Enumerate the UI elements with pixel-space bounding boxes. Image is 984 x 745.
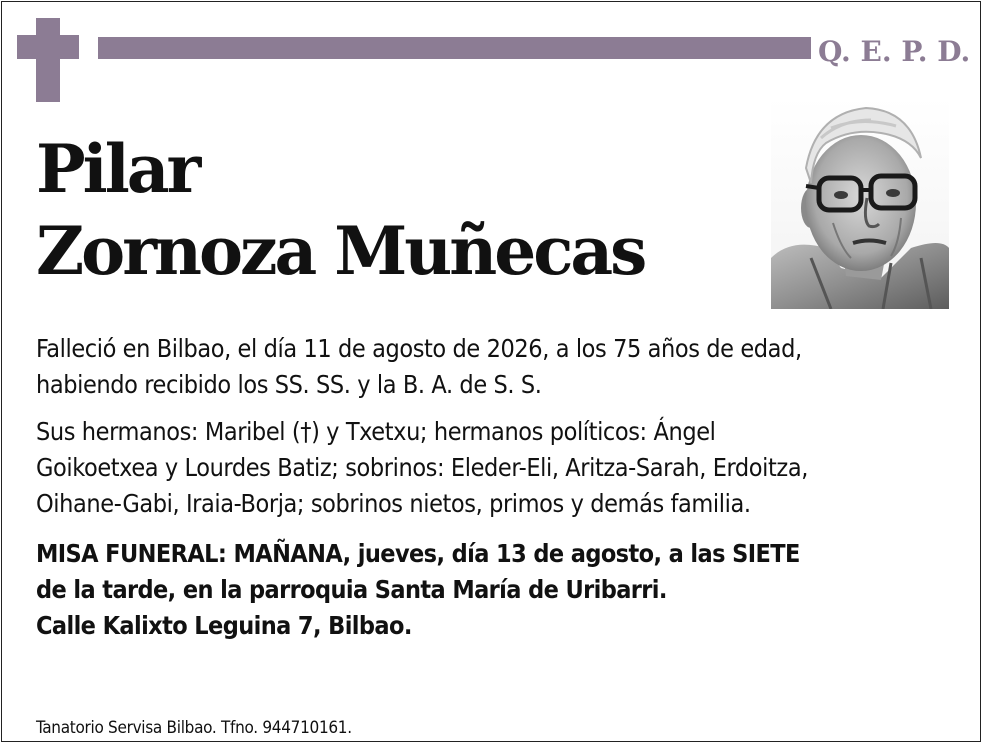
text-line: Sus hermanos: Maribel (†) y Txetxu; hermanos políticos: Ángel xyxy=(36,417,716,446)
text-line: Calle Kalixto Leguina 7, Bilbao. xyxy=(36,611,412,640)
family-paragraph xyxy=(36,414,966,522)
funeral-paragraph xyxy=(36,536,966,644)
funeral-home-info: Tanatorio Servisa Bilbao. Tfno. 944710161. xyxy=(36,718,352,738)
text-line: habiendo recibido los SS. SS. y la B. A. de S. S. xyxy=(36,370,542,399)
qepd-heading: Q. E. P. D. xyxy=(818,35,971,68)
text-line: MISA FUNERAL: MAÑANA, jueves, día 13 de agosto, a las SIETE xyxy=(36,539,800,568)
cross-vertical-beam xyxy=(36,18,60,102)
cross-horizontal-beam xyxy=(17,35,79,59)
text-line: Oihane-Gabi, Iraia-Borja; sobrinos nietos, primos y demás familia. xyxy=(36,489,751,518)
text-line: Falleció en Bilbao, el día 11 de agosto de 2026, a los 75 años de edad, xyxy=(36,334,802,363)
text-line: Goikoetxea y Lourdes Batiz; sobrinos: Eleder-Eli, Aritza-Sarah, Erdoitza, xyxy=(36,453,808,482)
deceased-first-name: Pilar xyxy=(36,130,199,208)
deceased-photo xyxy=(771,98,949,309)
deceased-name xyxy=(36,128,644,292)
deceased-surnames: Zornoza Muñecas xyxy=(36,212,645,290)
portrait-image xyxy=(771,98,949,309)
header-rule xyxy=(98,37,811,59)
death-notice-paragraph xyxy=(36,331,966,403)
text-line: de la tarde, en la parroquia Santa María de Uribarri. xyxy=(36,575,667,604)
